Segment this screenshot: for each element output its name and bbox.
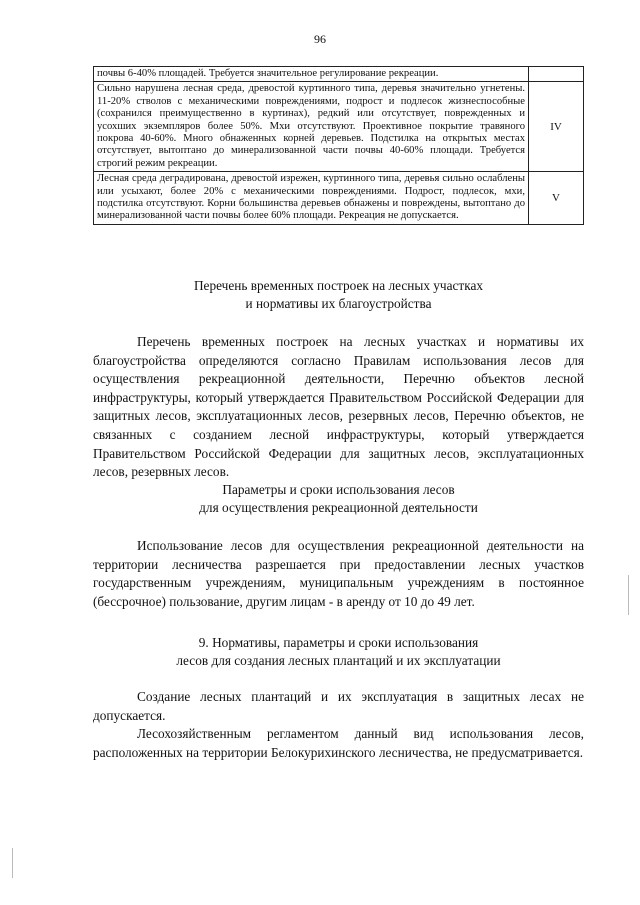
page-number: 96 <box>314 32 326 46</box>
heading-line: Перечень временных построек на лесных участках <box>193 278 484 293</box>
scan-margin-mark <box>12 848 13 878</box>
paragraph-plantations-prohibited: Создание лесных плантаций и их эксплуатация в защитных лесах не допускается. <box>93 689 584 723</box>
table-row <box>94 67 584 82</box>
heading-line: 9. Нормативы, параметры и сроки использования <box>198 635 479 650</box>
paragraph-recreation-parameters: Использование лесов для осуществления рекреационной деятельности на территории лесничества разрешается при предоставлении лесных участков государственным учреждениям, муниципальным учреждениям в постоянное (бессрочное) пользование, другим лицам - в аренду от 10 до 49 лет. <box>93 538 584 609</box>
section-heading-temporary-buildings <box>93 277 584 313</box>
paragraph-plantations-not-provided: Лесохозяйственным регламентом данный вид использования лесов, расположенных на территории Белокурихинского лесничества, не предусматривается. <box>93 726 584 760</box>
table-cell-description: Лесная среда деградирована, древостой изрежен, куртинного типа, деревья сильно ослаблены или усыхают, более 20% с механическими повреждениями. Подрост, подлесок, мхи, подстилка отсутствуют. Корни большинства деревьев обнажены и повреждены, вытоптано до минерализованной части почвы более 60% площади. Рекреация не допускается. <box>94 172 529 225</box>
heading-line: Параметры и сроки использования лесов <box>222 482 455 497</box>
table-cell-class: IV <box>529 82 584 172</box>
heading-line: лесов для создания лесных плантаций и их эксплуатации <box>176 653 501 668</box>
table-cell-description: почвы 6-40% площадей. Требуется значительное регулирование рекреации. <box>94 67 529 82</box>
section-heading-plantations <box>93 634 584 670</box>
table-row <box>94 172 584 225</box>
paragraph-temporary-buildings: Перечень временных построек на лесных участках и нормативы их благоустройства определяются согласно Правилам использования лесов для осуществления рекреационной деятельности, Перечню объектов лесной инфраструктуры, который утверждается Правительством Российской Федерации для защитных лесов, эксплуатационных лесов, резервных лесов, Перечню объектов, не связанных с созданием лесной инфраструктуры, который утверждается Правительством Российской Федерации для защитных лесов, эксплуатационных лесов, резервных лесов. <box>93 334 584 480</box>
table-cell-class: V <box>529 172 584 225</box>
table-cell-class <box>529 67 584 82</box>
scan-margin-mark <box>628 575 629 615</box>
table-cell-description: Сильно нарушена лесная среда, древостой куртинного типа, деревья значительно угнетены. 11-20% стволов с механическими повреждениями, подрост и подлесок жизнеспособные (сохранился преимущественно в куртинах), редкий или отсутствует, поврежденных и усохших экземпляров более 50%. Мхи отсутствуют. Проективное покрытие травяного покрова 40-60%. Много обнаженных корней деревьев. Подстилка на открытых местах отсутствует, вытоптано до минерализованной части почвы 40-60% площади. Требуется строгий режим рекреации. <box>94 82 529 172</box>
recreation-stage-table <box>93 66 584 225</box>
table-row <box>94 82 584 172</box>
section-heading-recreation-parameters <box>93 481 584 517</box>
heading-line: и нормативы их благоустройства <box>245 296 432 311</box>
heading-line: для осуществления рекреационной деятельности <box>199 500 478 515</box>
